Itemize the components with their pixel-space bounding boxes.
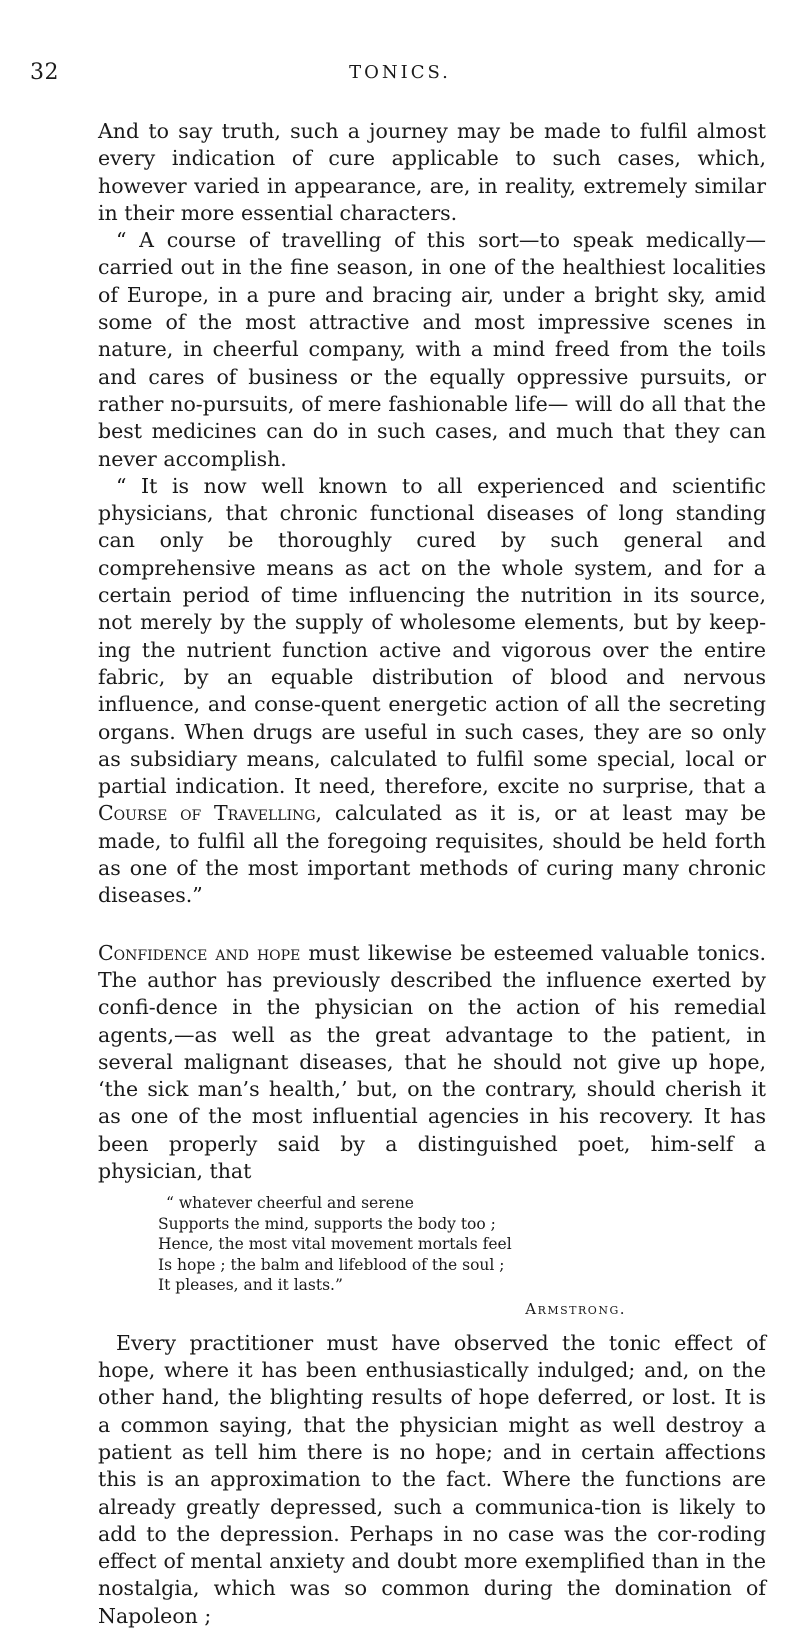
verse-attribution: Armstrong.	[525, 1299, 626, 1318]
confidence-and-hope-emphasis: Confidence and hope	[98, 940, 301, 965]
verse-line: It pleases, and it lasts.”	[158, 1276, 343, 1295]
paragraph-confidence-and-hope	[98, 940, 766, 1186]
section-gap	[98, 910, 766, 940]
paragraph-practitioner: Every practitioner must have observed the tonic effect of hope, where it has been enthusiastically indulged; and, on the other hand, the blighting results of hope deferred, or lost. It is a common saying, that the physician might as well destroy a patient as tell him there is no hope; and in certain affections this is an approximation to the fact. Where the functions are already greatly depressed, such a communica-tion is likely to add to the depression. Perhaps in no case was the cor-roding effect of mental anxiety and doubt more exemplified than in the nostalgia, which was so common during the domination of Napoleon ;	[98, 1330, 766, 1628]
verse-quotation	[158, 1193, 766, 1296]
course-of-travelling-emphasis: Course of Travelling	[98, 801, 316, 826]
verse-line: Hence, the most vital movement mortals feel	[158, 1235, 512, 1254]
paragraph-course-of-travelling: “ A course of travelling of this sort—to speak medically—carried out in the fine season, in one of the healthiest localities of Europe, in a pure and bracing air, under a bright sky, amid some of the most attractive and most impressive scenes in nature, in cheerful company, with a mind freed from the toils and cares of business or the equally oppressive pursuits, or rather no-pursuits, of mere fashionable life— will do all that the best medicines can do in such cases, and much that they can never accomplish.	[98, 228, 766, 471]
paragraph-chronic-diseases	[98, 473, 766, 910]
running-head-title: TONICS.	[349, 62, 451, 83]
paragraph-chronic-diseases-text-b: , calculated as it is, or at least may be made, to fulfil all the foregoing requisites, should be held forth as one of the most important methods of curing many chronic diseases.”	[98, 801, 766, 908]
verse-line: Is hope ; the balm and lifeblood of the soul ;	[158, 1255, 505, 1274]
paragraph-chronic-diseases-text-a: “ It is now well known to all experienced and scientific physicians, that chronic functional diseases of long standing can only be thoroughly cured by such general and comprehensive means as act on the whole system, and for a certain period of time influencing the nutrition in its source, not merely by the supply of wholesome elements, but by keep-ing the nutrient function active and vigorous over the entire fabric, by an equable distribution of blood and nervous influence, and conse-quent energetic action of all the secreting organs. When drugs are useful in such cases, they are so only as subsidiary means, calculated to fulfil some special, local or partial indication. It need, therefore, excite no surprise, that a	[98, 473, 766, 799]
body-text	[98, 118, 766, 1630]
verse-line: “ whatever cheerful and serene	[166, 1194, 414, 1213]
verse-line: Supports the mind, supports the body too ;	[158, 1214, 496, 1233]
page-number: 32	[30, 60, 59, 85]
paragraph-journey: And to say truth, such a journey may be made to fulfil almost every indication of cure applicable to such cases, which, however varied in appearance, are, in reality, extremely similar in their more essential characters.	[98, 119, 766, 225]
paragraph-confidence-text: must likewise be esteemed valuable tonics. The author has previously described the influence exerted by confi-dence in the physician on the action of his remedial agents,—as well as the great advantage to the patient, in several malignant diseases, that he should not give up hope, ‘the sick man’s health,’ but, on the contrary, should cherish it as one of the most influential agencies in his recovery. It has been properly said by a distinguished poet, him-self a physician, that	[98, 940, 766, 1183]
